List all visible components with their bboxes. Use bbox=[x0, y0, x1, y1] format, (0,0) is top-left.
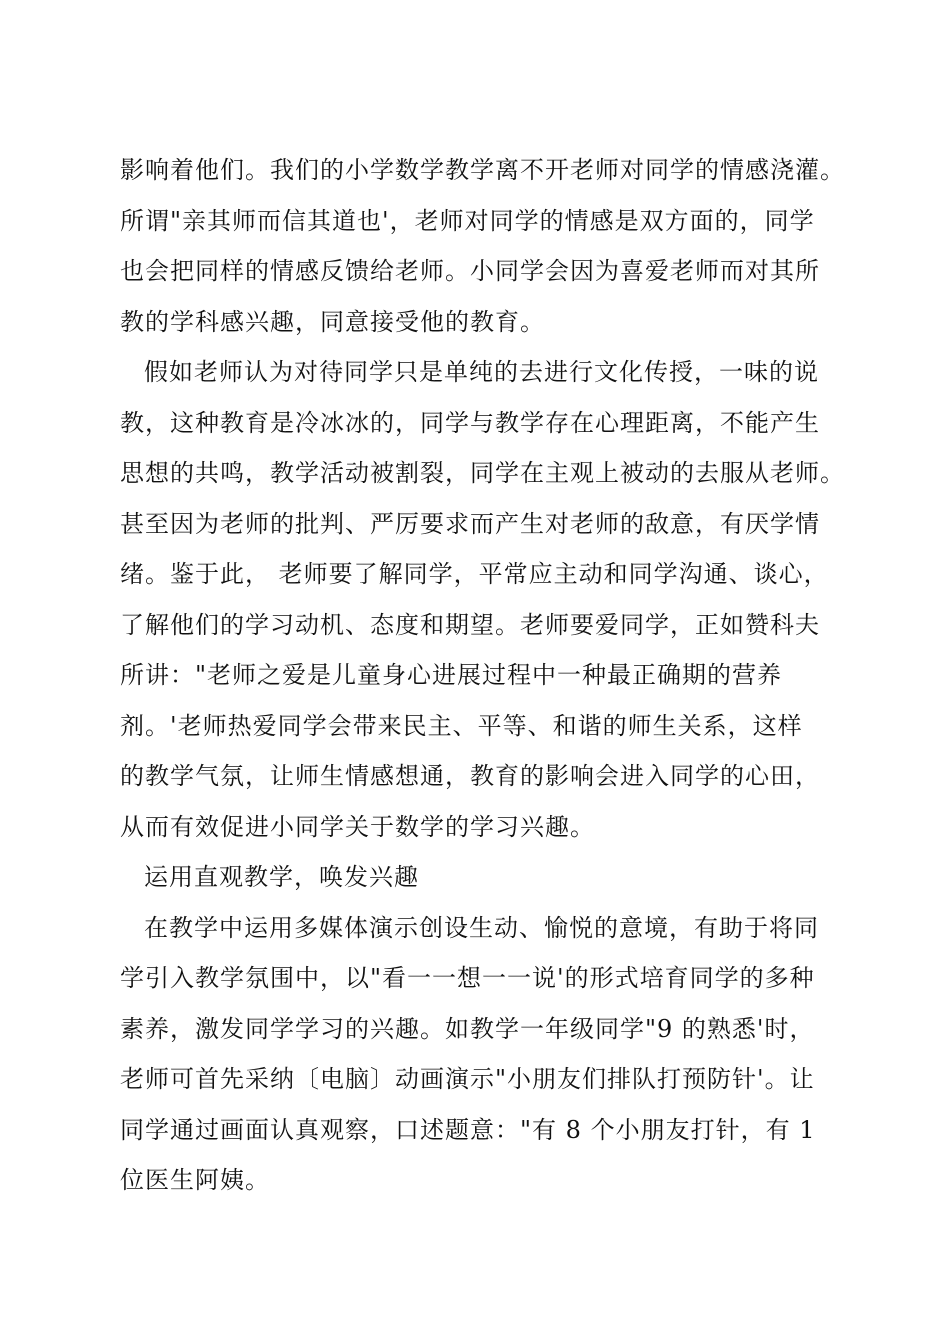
text-line: 影响着他们。我们的小学数学教学离不开老师对同学的情感浇灌。 bbox=[120, 156, 845, 184]
text-line: 所谓"亲其师而信其道也'，老师对同学的情感是双方面的，同学 bbox=[120, 206, 815, 235]
text-line: 在教学中运用多媒体演示创设生动、愉悦的意境，有助于将同 bbox=[144, 913, 819, 942]
text-line: 剂。'老师热爱同学会带来民主、平等、和谐的师生关系，这样 bbox=[120, 711, 803, 740]
text-line: 思想的共鸣，教学活动被割裂，同学在主观上被动的去服从老师。 bbox=[120, 459, 845, 487]
text-line: 也会把同样的情感反馈给老师。小同学会因为喜爱老师而对其所 bbox=[120, 257, 820, 285]
text-line: 同学通过画面认真观察，口述题意："有 8 个小朋友打针，有 1 bbox=[120, 1115, 816, 1144]
text-line: 从而有效促进小同学关于数学的学习兴趣。 bbox=[120, 812, 595, 841]
text-line: 老师可首先采纳〔电脑〕动画演示"小朋友们排队打预防针'。让 bbox=[120, 1065, 815, 1093]
text-line: 甚至因为老师的批判、严厉要求而产生对老师的敌意，有厌学情 bbox=[120, 509, 820, 538]
paragraph-3 bbox=[120, 903, 840, 1206]
text-line: 了解他们的学习动机、态度和期望。老师要爱同学，正如赞科夫 bbox=[120, 610, 820, 639]
section-heading bbox=[120, 852, 840, 903]
text-line: 位医生阿姨。 bbox=[120, 1166, 270, 1194]
paragraph-1 bbox=[120, 145, 845, 347]
text-line: 的教学气氛，让师生情感想通，教育的影响会进入同学的心田， bbox=[120, 762, 820, 790]
text-line: 假如老师认为对待同学只是单纯的去进行文化传授，一味的说 bbox=[144, 358, 819, 386]
heading-line: 运用直观教学，唤发兴趣 bbox=[144, 863, 419, 891]
text-line: 学引入教学氛围中，以"看一一想一一说'的形式培育同学的多种 bbox=[120, 964, 815, 992]
text-line: 教，这种教育是冷冰冰的，同学与教学存在心理距离，不能产生 bbox=[120, 408, 820, 437]
paragraph-2 bbox=[120, 347, 845, 852]
text-line: 教的学科感兴趣，同意接受他的教育。 bbox=[120, 307, 545, 336]
text-line: 绪。鉴于此， 老师要了解同学，平常应主动和同学沟通、谈心， bbox=[120, 560, 829, 588]
text-line: 所讲："老师之爱是儿童身心进展过程中一种最正确期的营养 bbox=[120, 661, 783, 689]
document-body bbox=[120, 145, 845, 1206]
text-line: 素养，激发同学学习的兴趣。如教学一年级同学"9 的熟悉'时， bbox=[120, 1014, 815, 1043]
